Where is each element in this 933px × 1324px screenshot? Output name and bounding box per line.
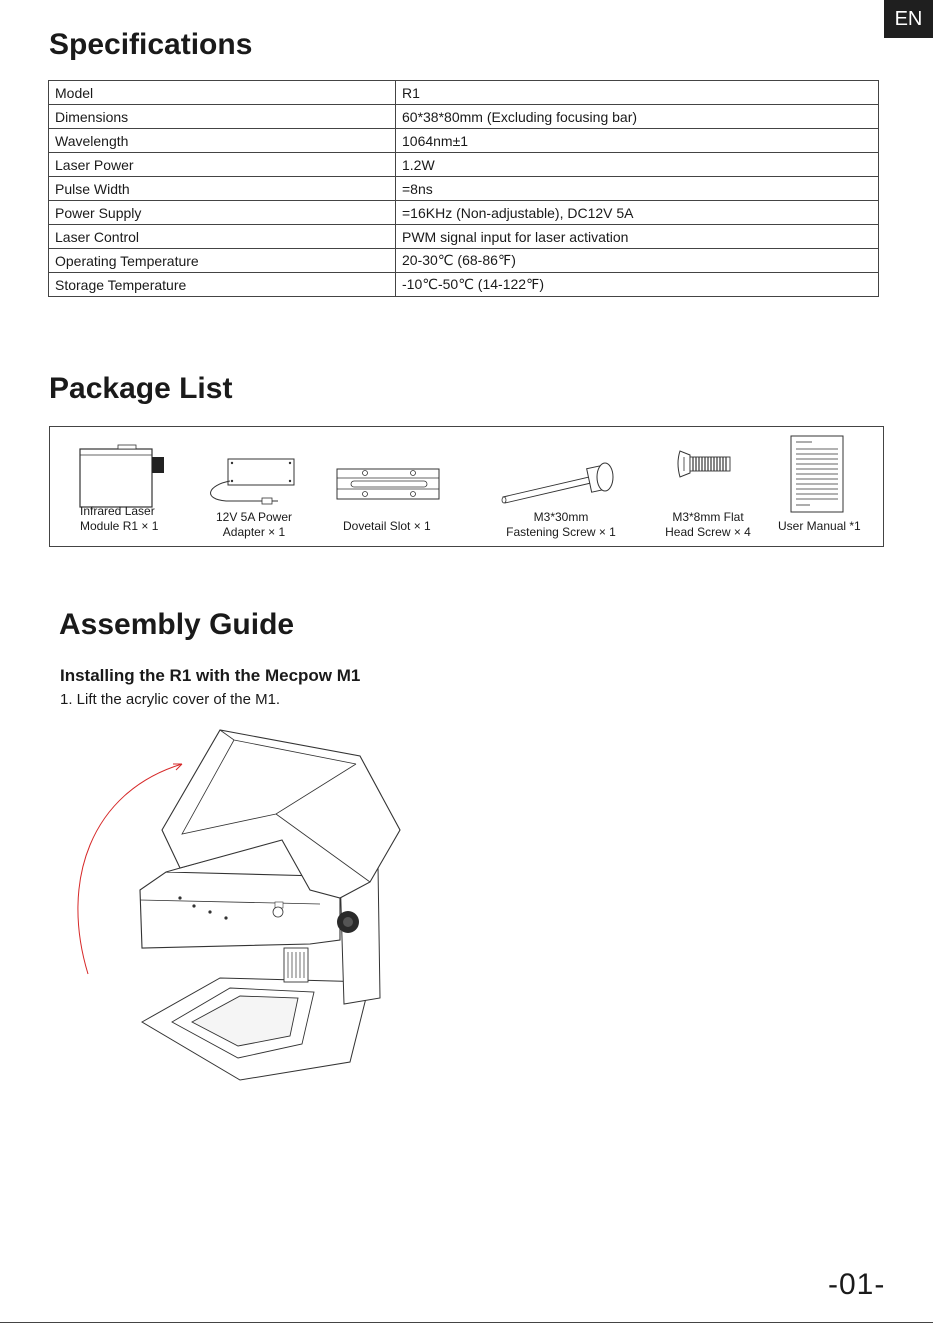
package-item-label: Dovetail Slot × 1 — [343, 519, 431, 533]
package-item-label: Infrared Laser Module R1 × 1 — [80, 504, 159, 533]
table-row — [49, 201, 879, 225]
assembly-subtitle: Installing the R1 with the Mecpow M1 — [60, 666, 361, 685]
table-row — [49, 81, 879, 105]
spec-value: =8ns — [396, 177, 879, 201]
package-list-heading: Package List — [49, 372, 233, 405]
table-row — [49, 129, 879, 153]
laser-module-illustration — [78, 443, 170, 509]
spec-label: Laser Control — [49, 225, 396, 249]
flat-head-screw-illustration — [676, 447, 736, 481]
spec-label: Laser Power — [49, 153, 396, 177]
table-row — [49, 177, 879, 201]
specifications-table — [48, 80, 879, 297]
spec-label: Model — [49, 81, 396, 105]
table-row — [49, 249, 879, 273]
spec-value: 1064nm±1 — [396, 129, 879, 153]
package-item-label: 12V 5A Power Adapter × 1 — [215, 510, 293, 539]
package-item-laser-module — [70, 427, 190, 546]
package-item-fastening-screw — [495, 427, 625, 546]
power-adapter-illustration — [202, 455, 298, 509]
table-row — [49, 273, 879, 297]
table-row — [49, 225, 879, 249]
spec-label: Power Supply — [49, 201, 396, 225]
dovetail-slot-illustration — [335, 467, 443, 503]
package-item-label: M3*8mm Flat Head Screw × 4 — [665, 510, 751, 539]
spec-label: Operating Temperature — [49, 249, 396, 273]
machine-lift-cover-illustration — [70, 722, 410, 1084]
spec-label: Wavelength — [49, 129, 396, 153]
spec-value: 60*38*80mm (Excluding focusing bar) — [396, 105, 879, 129]
specifications-heading: Specifications — [49, 28, 253, 61]
package-item-dovetail-slot — [335, 427, 455, 546]
package-item-power-adapter — [200, 427, 320, 546]
page-number: -01- — [828, 1268, 886, 1301]
assembly-step-1: 1. Lift the acrylic cover of the M1. — [60, 691, 281, 708]
user-manual-illustration — [790, 435, 846, 515]
package-item-user-manual — [772, 427, 882, 546]
spec-value: 1.2W — [396, 153, 879, 177]
spec-value: PWM signal input for laser activation — [396, 225, 879, 249]
spec-value: -10℃-50℃ (14-122℉) — [396, 273, 879, 297]
table-row — [49, 105, 879, 129]
fastening-screw-illustration — [497, 457, 621, 505]
spec-value: 20-30℃ (68-86℉) — [396, 249, 879, 273]
spec-label: Storage Temperature — [49, 273, 396, 297]
package-list-box — [49, 426, 884, 547]
assembly-guide-heading: Assembly Guide — [59, 608, 295, 641]
spec-value: =16KHz (Non-adjustable), DC12V 5A — [396, 201, 879, 225]
spec-value: R1 — [396, 81, 879, 105]
package-item-label: User Manual *1 — [778, 519, 861, 533]
footer-divider — [0, 1322, 933, 1323]
spec-label: Pulse Width — [49, 177, 396, 201]
language-badge: EN — [884, 0, 933, 38]
spec-label: Dimensions — [49, 105, 396, 129]
package-item-flat-head-screw — [660, 427, 760, 546]
table-row — [49, 153, 879, 177]
package-item-label: M3*30mm Fastening Screw × 1 — [506, 510, 616, 539]
